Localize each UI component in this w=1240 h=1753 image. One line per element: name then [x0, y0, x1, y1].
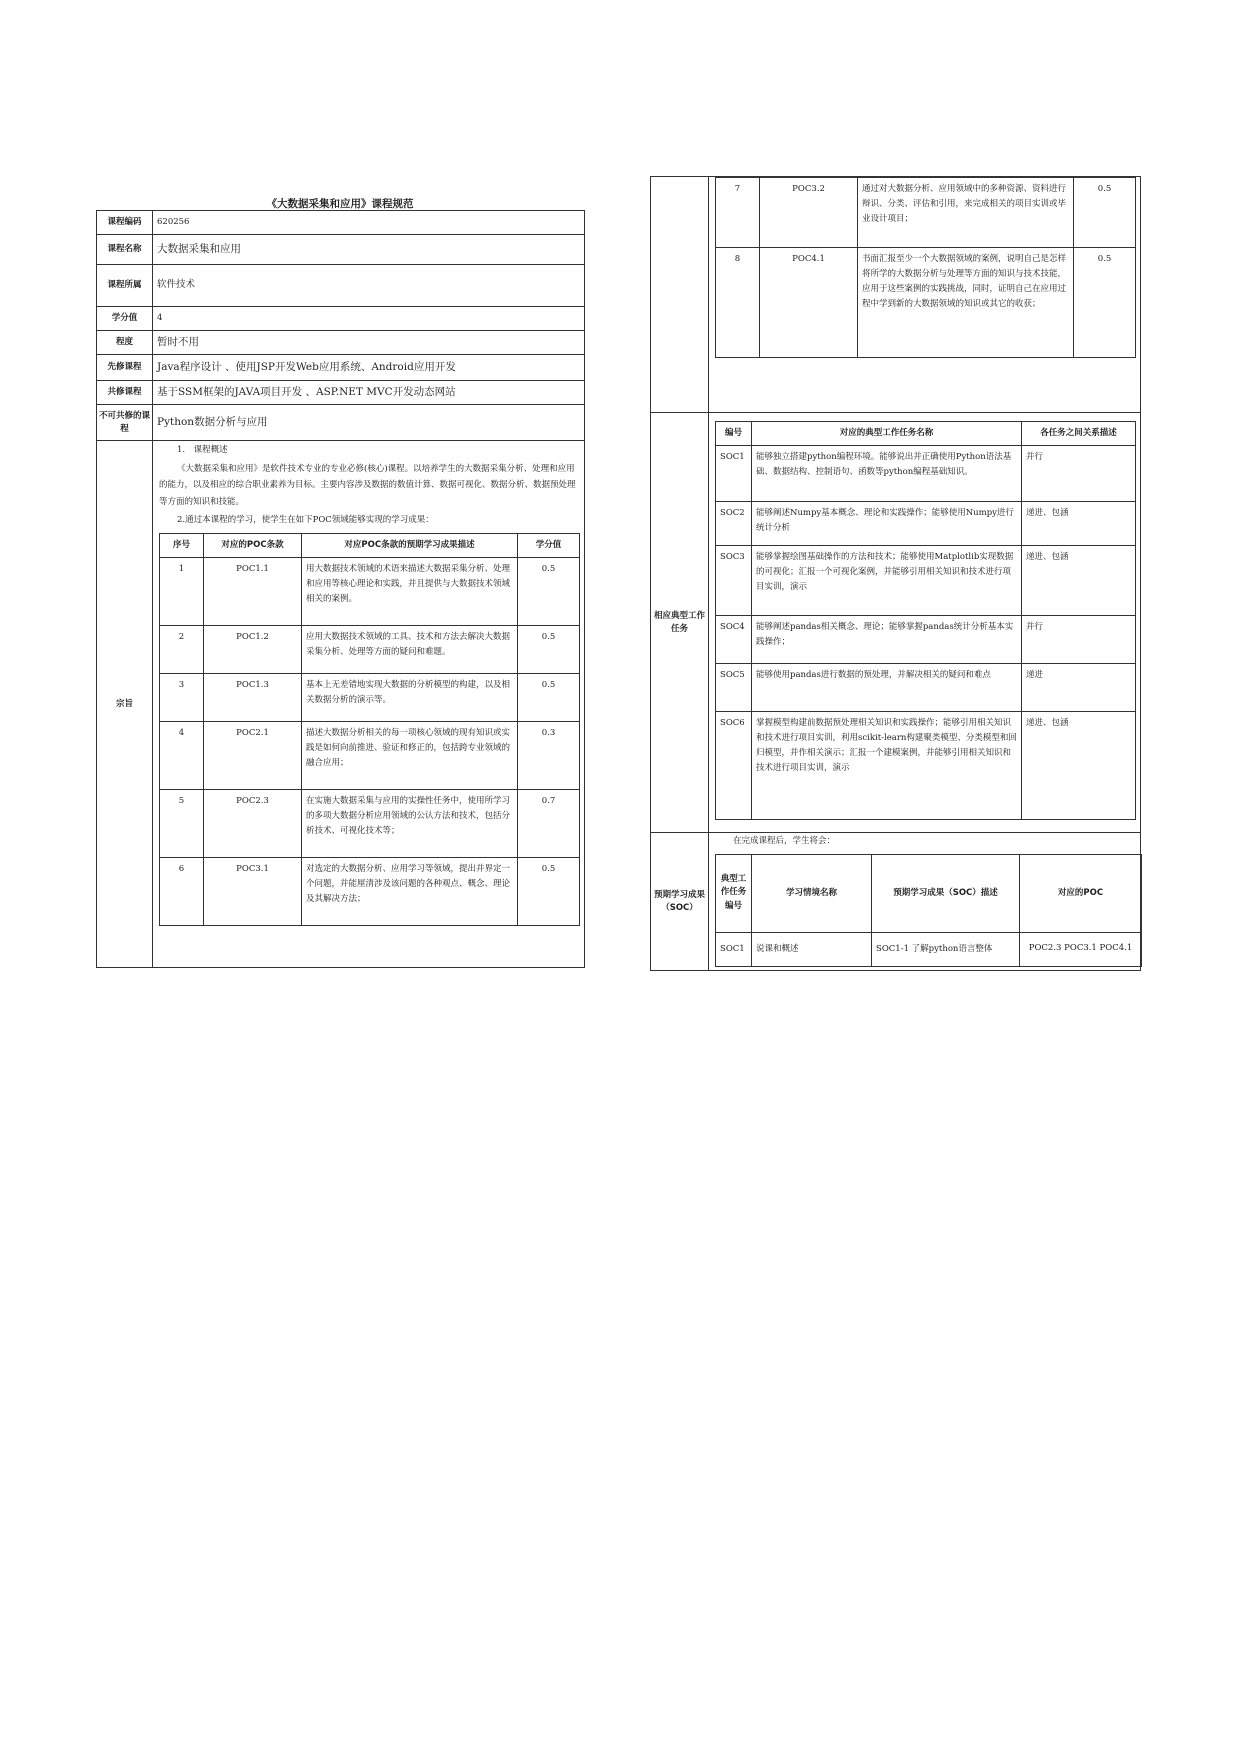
- left-page: [96, 210, 585, 968]
- task-relation: 递进、包涵: [1022, 712, 1136, 820]
- table-row: [716, 664, 1136, 712]
- row-no: 2: [160, 626, 204, 674]
- purpose-label: 宗旨: [97, 441, 153, 968]
- row-desc: 对选定的大数据分析、应用学习等领域，提出并界定一个问题，并能厘清涉及该问题的各种观点、概念、理论及其解决方法；: [302, 858, 518, 926]
- overview-heading: 1. 课程概述: [177, 445, 228, 455]
- task-name: 能够独立搭建python编程环境。能够说出并正确使用Python语法基础、数据结构、控制语句、函数等python编程基础知识。: [752, 446, 1022, 502]
- purpose-cell: [153, 441, 585, 968]
- table-row: [160, 722, 580, 790]
- row-poc: POC2.1: [204, 722, 302, 790]
- row-desc: 基本上无差错地实现大数据的分析模型的构建，以及相关数据分析的演示等。: [302, 674, 518, 722]
- course-name-value: 大数据采集和应用: [153, 235, 585, 265]
- tasks-header-name: 对应的典型工作任务名称: [752, 422, 1022, 446]
- poc-outcomes-table-continued: [715, 177, 1136, 358]
- table-row: [716, 178, 1136, 248]
- soc-cell: [709, 833, 1141, 971]
- tasks-header-id: 编号: [716, 422, 752, 446]
- table-row: [160, 790, 580, 858]
- poc-header-credit: 学分值: [518, 534, 580, 558]
- row-poc: POC4.1: [760, 248, 858, 358]
- row-desc: 通过对大数据分析、应用领域中的多种资源、资料进行辩识、分类、评估和引用，来完成相关的项目实训或毕业设计项目；: [858, 178, 1074, 248]
- soc-intro: 在完成课程后，学生将会：: [733, 836, 836, 846]
- row-no: 3: [160, 674, 204, 722]
- right-page: [650, 176, 1141, 971]
- tasks-label: 相应典型工作任务: [651, 413, 709, 833]
- row-credit: 0.5: [518, 858, 580, 926]
- outcomes-intro: 2.通过本课程的学习，使学生在如下POC领域能够实现的学习成果：: [177, 515, 434, 526]
- course-code-label: 课程编码: [97, 211, 153, 235]
- tasks-header-rel: 各任务之间关系描述: [1022, 422, 1136, 446]
- table-row: [716, 616, 1136, 664]
- row-credit: 0.3: [518, 722, 580, 790]
- right-frame-table: [650, 176, 1141, 971]
- row-credit: 0.5: [518, 558, 580, 626]
- row-poc: POC2.3: [204, 790, 302, 858]
- row-credit: 0.5: [518, 626, 580, 674]
- soc-header-context: 学习情境名称: [752, 854, 872, 932]
- task-name: 能够阐述Numpy基本概念、理论和实践操作；能够使用Numpy进行统计分析: [752, 502, 1022, 546]
- soc-header-desc: 预期学习成果（SOC）描述: [872, 854, 1020, 932]
- table-row: [716, 546, 1136, 616]
- row-poc: POC1.1: [204, 558, 302, 626]
- row-desc: 描述大数据分析相关的每一项核心领域的现有知识或实践是如何向前推进、验证和修正的，包括跨专业领域的融合应用；: [302, 722, 518, 790]
- tasks-cell: [709, 413, 1141, 833]
- table-row: [716, 502, 1136, 546]
- row-credit: 0.7: [518, 790, 580, 858]
- course-owner-label: 课程所属: [97, 265, 153, 307]
- soc-label: 预期学习成果（SOC）: [651, 833, 709, 971]
- row-poc: POC1.3: [204, 674, 302, 722]
- coreq-label: 共修课程: [97, 381, 153, 405]
- credits-label: 学分值: [97, 307, 153, 331]
- task-relation: 递进、包涵: [1022, 502, 1136, 546]
- soc-desc: SOC1-1 了解python语言整体: [872, 932, 1020, 966]
- overview-text: 《大数据采集和应用》是软件技术专业的专业必修(核心)课程。以培养学生的大数据采集分析、处理和应用的能力，以及相应的综合职业素养为目标。主要内容涉及数据的数值计算、数据可视化、数据分析、数据预处理等方面的知识和技能。: [159, 463, 576, 507]
- work-tasks-table: [715, 421, 1136, 820]
- poc-outcomes-table: [159, 533, 580, 926]
- task-relation: 并行: [1022, 446, 1136, 502]
- task-id: SOC2: [716, 502, 752, 546]
- row-no: 1: [160, 558, 204, 626]
- soc-context: 说课和概述: [752, 932, 872, 966]
- poc-header-desc: 对应POC条款的预期学习成果描述: [302, 534, 518, 558]
- row-poc: POC1.2: [204, 626, 302, 674]
- row-no: 5: [160, 790, 204, 858]
- row-no: 4: [160, 722, 204, 790]
- table-row: [160, 858, 580, 926]
- task-relation: 并行: [1022, 616, 1136, 664]
- row-no: 6: [160, 858, 204, 926]
- soc-header-id: 典型工作任务编号: [716, 854, 752, 932]
- table-row: [160, 558, 580, 626]
- table-row: [716, 712, 1136, 820]
- task-name: 掌握模型构建前数据预处理相关知识和实践操作；能够引用相关知识和技术进行项目实训，利用scikit-learn构建聚类模型、分类模型和回归模型，并作相关演示；汇报一个建模案例，并能够引用相关知识和技术进行项目实训，演示: [752, 712, 1022, 820]
- continuation-label-cell: [651, 177, 709, 413]
- course-name-label: 课程名称: [97, 235, 153, 265]
- row-poc: POC3.2: [760, 178, 858, 248]
- poc-continuation-cell: [709, 177, 1141, 413]
- row-desc: 用大数据技术领域的术语来描述大数据采集分析、处理和应用等核心理论和实践，并且提供与大数据技术领域相关的案例。: [302, 558, 518, 626]
- credits-value: 4: [153, 307, 585, 331]
- course-code-value: 620256: [153, 211, 585, 235]
- soc-poc: POC2.3 POC3.1 POC4.1: [1020, 932, 1142, 966]
- prereq-value: Java程序设计 、使用JSP开发Web应用系统、Android应用开发: [153, 355, 585, 381]
- row-desc: 书面汇报至少一个大数据领域的案例，说明自己是怎样将所学的大数据分析与处理等方面的知识与技术技能，应用于这些案例的实践挑战，同时，证明自己在应用过程中学到新的大数据领域的知识或其它的收获；: [858, 248, 1074, 358]
- row-no: 7: [716, 178, 760, 248]
- task-name: 能够阐述pandas相关概念、理论；能够掌握pandas统计分析基本实践操作；: [752, 616, 1022, 664]
- table-row: [716, 446, 1136, 502]
- task-id: SOC4: [716, 616, 752, 664]
- prereq-label: 先修课程: [97, 355, 153, 381]
- table-row: [716, 932, 1142, 966]
- table-row: [160, 674, 580, 722]
- table-row: [716, 248, 1136, 358]
- exclusive-value: Python数据分析与应用: [153, 405, 585, 441]
- row-credit: 0.5: [1074, 178, 1136, 248]
- row-credit: 0.5: [518, 674, 580, 722]
- row-desc: 应用大数据技术领域的工具、技术和方法去解决大数据采集分析、处理等方面的疑问和难题。: [302, 626, 518, 674]
- exclusive-label: 不可共修的课程: [97, 405, 153, 441]
- task-id: SOC6: [716, 712, 752, 820]
- row-desc: 在实施大数据采集与应用的实操性任务中，使用所学习的多项大数据分析应用领域的公认方法和技术，包括分析技术、可视化技术等；: [302, 790, 518, 858]
- soc-id: SOC1: [716, 932, 752, 966]
- task-id: SOC1: [716, 446, 752, 502]
- course-owner-value: 软件技术: [153, 265, 585, 307]
- task-name: 能够使用pandas进行数据的预处理，并解决相关的疑问和难点: [752, 664, 1022, 712]
- row-no: 8: [716, 248, 760, 358]
- document-title: 《大数据采集和应用》课程规范: [266, 198, 414, 210]
- task-id: SOC5: [716, 664, 752, 712]
- task-id: SOC3: [716, 546, 752, 616]
- table-row: [160, 626, 580, 674]
- course-info-table: [96, 210, 585, 968]
- task-name: 能够掌握绘图基础操作的方法和技术；能够使用Matplotlib实现数据的可视化；汇报一个可视化案例，并能够引用相关知识和技术进行项目实训，演示: [752, 546, 1022, 616]
- level-label: 程度: [97, 331, 153, 355]
- task-relation: 递进: [1022, 664, 1136, 712]
- row-credit: 0.5: [1074, 248, 1136, 358]
- poc-header-poc: 对应的POC条款: [204, 534, 302, 558]
- soc-table: [715, 854, 1142, 967]
- task-relation: 递进、包涵: [1022, 546, 1136, 616]
- poc-header-no: 序号: [160, 534, 204, 558]
- row-poc: POC3.1: [204, 858, 302, 926]
- level-value: 暂时不用: [153, 331, 585, 355]
- soc-header-poc: 对应的POC: [1020, 854, 1142, 932]
- coreq-value: 基于SSM框架的JAVA项目开发 、ASP.NET MVC开发动态网站: [153, 381, 585, 405]
